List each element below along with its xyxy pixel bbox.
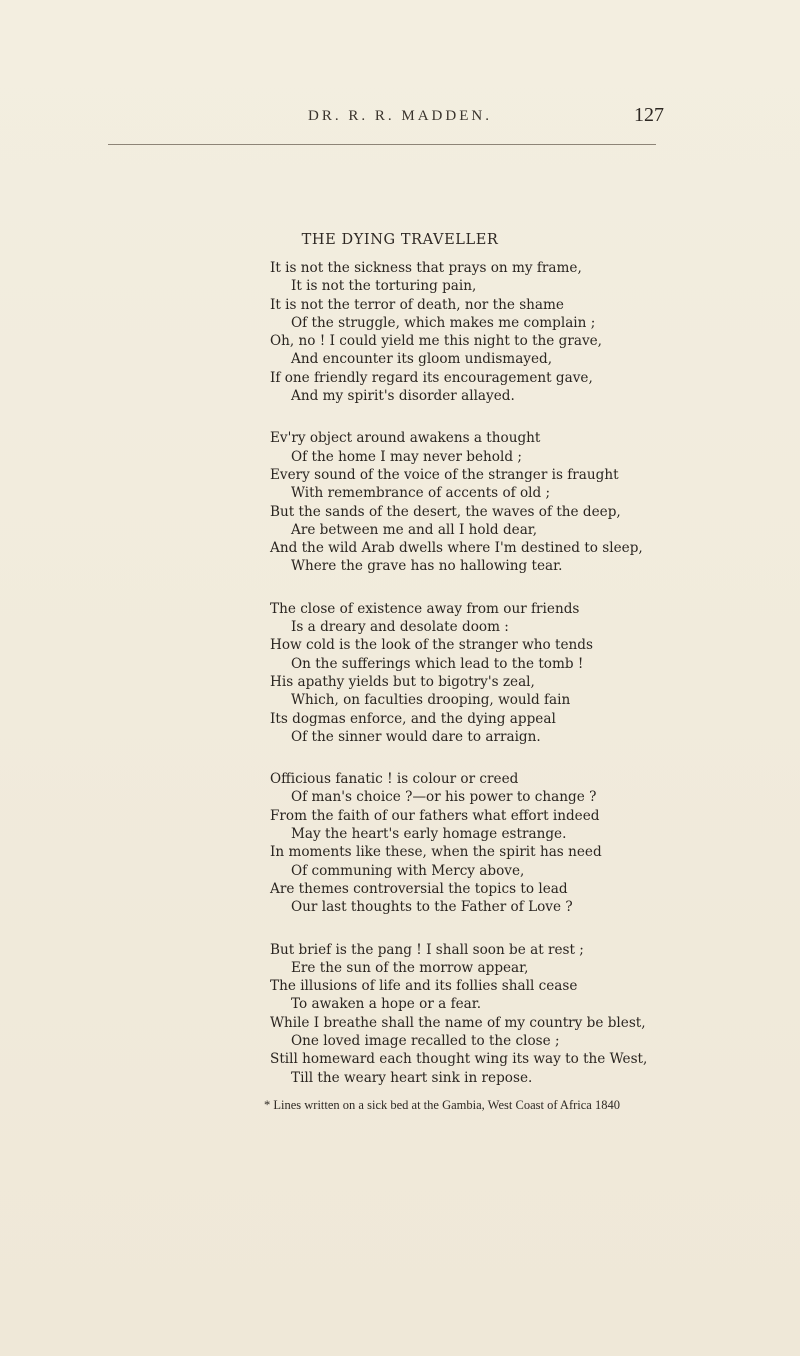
poem-line: Which, on faculties drooping, would fain xyxy=(291,692,571,709)
stanza-2 xyxy=(270,429,790,575)
poem-line: From the faith of our fathers what effort indeed xyxy=(270,807,600,824)
stanza-1 xyxy=(270,259,790,405)
stanza-gap xyxy=(270,746,790,770)
stanza-gap xyxy=(270,576,790,600)
poem-line: Where the grave has no hallowing tear. xyxy=(291,558,563,575)
stanza-5 xyxy=(270,941,790,1087)
poem-line: On the sufferings which lead to the tomb ! xyxy=(291,655,584,672)
poem-line: Of the home I may never behold ; xyxy=(291,448,522,465)
poem-line: It is not the terror of death, nor the shame xyxy=(270,296,564,313)
header-rule xyxy=(108,144,656,145)
poem-line: In moments like these, when the spirit has need xyxy=(270,844,602,861)
poem-body xyxy=(270,259,790,1087)
poem-line: Our last thoughts to the Father of Love ? xyxy=(291,899,573,916)
poem-line: Oh, no ! I could yield me this night to the grave, xyxy=(270,333,603,350)
poem-line: Of man's choice ?—or his power to change ? xyxy=(291,789,597,806)
poem-line: To awaken a hope or a fear. xyxy=(291,996,482,1013)
poem-line: His apathy yields but to bigotry's zeal, xyxy=(270,673,535,690)
poem-line: Is a dreary and desolate doom : xyxy=(291,619,509,636)
poem-line: Of the sinner would dare to arraign. xyxy=(291,728,541,745)
poem-line: With remembrance of accents of old ; xyxy=(291,485,551,502)
poem-line: And my spirit's disorder allayed. xyxy=(291,388,515,405)
poem-line: If one friendly regard its encouragement gave, xyxy=(270,369,593,386)
poem-line: While I breathe shall the name of my country be blest, xyxy=(270,1014,646,1031)
poem-line: The close of existence away from our friends xyxy=(270,600,580,617)
stanza-gap xyxy=(270,405,790,429)
poem-title: THE DYING TRAVELLER xyxy=(301,232,499,248)
poem-line: But brief is the pang ! I shall soon be at rest ; xyxy=(270,941,584,958)
poem-line: Every sound of the voice of the stranger is fraught xyxy=(270,466,619,483)
page-number: 127 xyxy=(634,104,664,126)
poem-line: Of the struggle, which makes me complain ; xyxy=(291,314,596,331)
poem-line: And the wild Arab dwells where I'm destined to sleep, xyxy=(270,540,643,557)
stanza-gap xyxy=(270,917,790,941)
running-head: DR. R. R. MADDEN. xyxy=(308,108,492,124)
footnote: * Lines written on a sick bed at the Gambia, West Coast of Africa 1840 xyxy=(264,1098,620,1112)
poem-line: The illusions of life and its follies shall cease xyxy=(270,978,578,995)
poem-line: How cold is the look of the stranger who tends xyxy=(270,637,593,654)
poem-line: And encounter its gloom undismayed, xyxy=(291,351,553,368)
poem-line: One loved image recalled to the close ; xyxy=(291,1032,560,1049)
poem-line: Till the weary heart sink in repose. xyxy=(291,1069,533,1086)
poem-line: Are between me and all I hold dear, xyxy=(291,521,538,538)
poem-line: May the heart's early homage estrange. xyxy=(291,826,567,843)
poem-line: Officious fanatic ! is colour or creed xyxy=(270,771,519,788)
poem-line: It is not the torturing pain, xyxy=(291,278,477,295)
poem-line: Its dogmas enforce, and the dying appeal xyxy=(270,710,556,727)
stanza-3 xyxy=(270,600,790,746)
stanza-4 xyxy=(270,770,790,916)
poem-line: Ere the sun of the morrow appear, xyxy=(291,959,529,976)
poem-line: Still homeward each thought wing its way to the West, xyxy=(270,1051,648,1068)
poem-line: But the sands of the desert, the waves of the deep, xyxy=(270,503,621,520)
poem-line: Ev'ry object around awakens a thought xyxy=(270,430,541,447)
poem-line: It is not the sickness that prays on my frame, xyxy=(270,260,582,276)
poem-line: Are themes controversial the topics to lead xyxy=(270,880,568,897)
poem-line: Of communing with Mercy above, xyxy=(291,862,525,879)
